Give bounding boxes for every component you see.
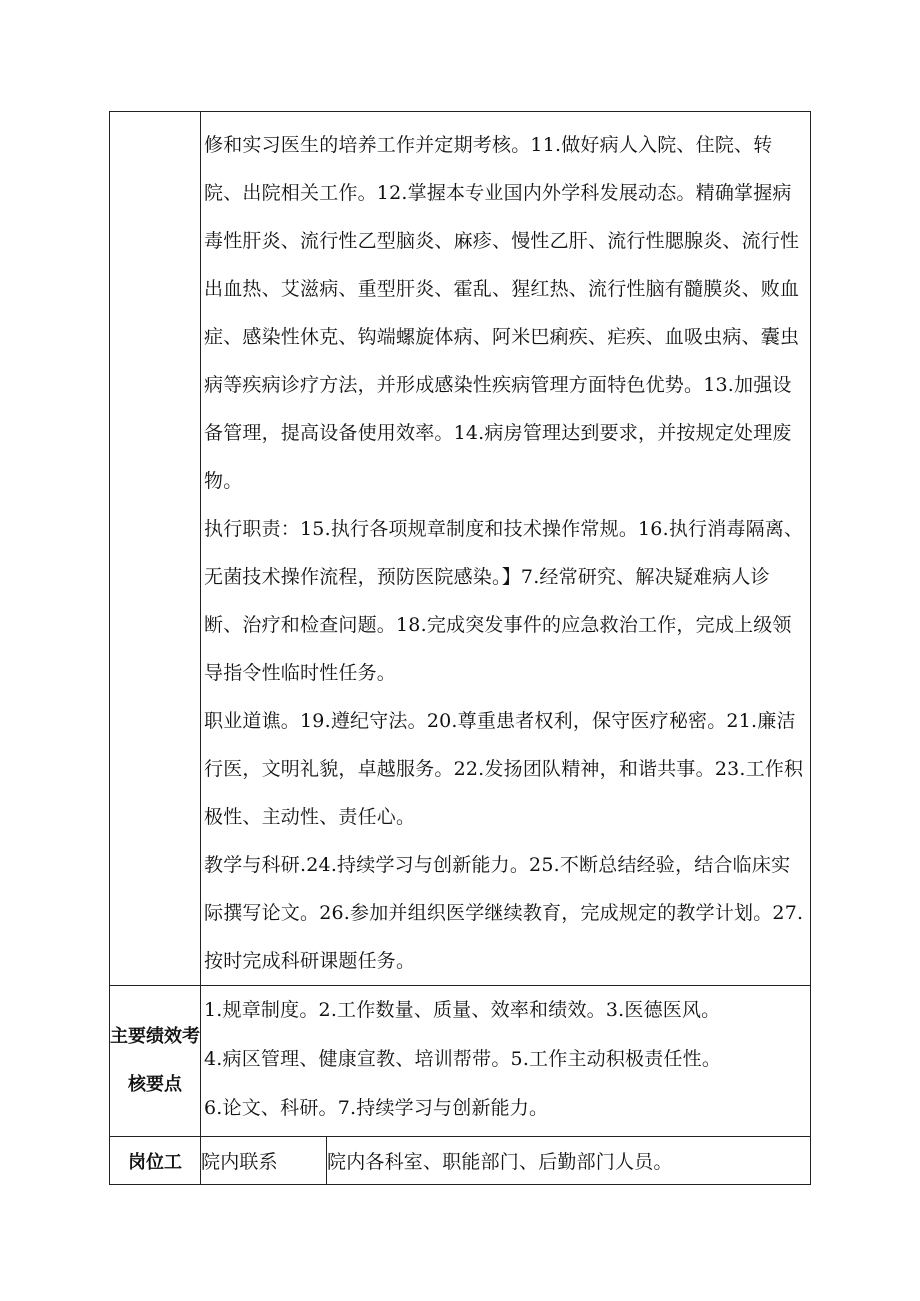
teaching-research-paragraph: 教学与科研.24.持续学习与创新能力。25.不断总结经验，结合临床实际撰写论文。26.参加并组织医学继续教育，完成规定的教学计划。27.按时完成科研课题任务。 bbox=[204, 854, 804, 972]
performance-label: 主要绩效考核要点 bbox=[110, 986, 201, 1137]
job-description-table bbox=[109, 111, 811, 1185]
duties-content-cell bbox=[201, 112, 811, 986]
performance-line-3: 6.论文、科研。7.持续学习与创新能力。 bbox=[204, 1097, 549, 1119]
post-row bbox=[110, 1137, 811, 1185]
performance-content-cell bbox=[201, 986, 811, 1137]
duties-label-cell bbox=[110, 112, 201, 986]
performance-line-1: 1.规章制度。2.工作数量、质量、效率和绩效。3.医德医风。 bbox=[204, 999, 721, 1021]
duties-continued-paragraph: 修和实习医生的培养工作并定期考核。11.做好病人入院、住院、转院、出院相关工作。12.掌握本专业国内外学科发展动态。精确掌握病毒性肝炎、流行性乙型脑炎、麻疹、慢性乙肝、流行性腮腺炎、流行性出血热、艾滋病、重型肝炎、霍乱、猩红热、流行性脑有髓膜炎、败血症、感染性休克、钩端螺旋体病、阿米巴痢疾、疟疾、血吸虫病、囊虫病等疾病诊疗方法，并形成感染性疾病管理方面特色优势。13.加强设备管理，提高设备使用效率。14.病房管理达到要求，并按规定处理废物。 bbox=[204, 134, 800, 492]
contact-value: 院内各科室、职能部门、后勤部门人员。 bbox=[327, 1137, 811, 1185]
professional-ethics-paragraph: 职业道谯。19.遵纪守法。20.尊重患者权利，保守医疗秘密。21.廉洁行医，文明礼貌，卓越服务。22.发扬团队精神，和谐共事。23.工作积极性、主动性、责任心。 bbox=[204, 710, 804, 828]
performance-line-2: 4.病区管理、健康宣教、培训帮带。5.工作主动积极责任性。 bbox=[204, 1048, 722, 1070]
post-label: 岗位工 bbox=[110, 1137, 201, 1185]
execution-duties-paragraph: 执行职责：15.执行各项规章制度和技术操作常规。16.执行消毒隔离、无菌技术操作流程，预防医院感染。】7.经常研究、解决疑难病人诊断、治疗和检查问题。18.完成突发事件的应急救治工作，完成上级领导指令性临时性任务。 bbox=[204, 518, 804, 684]
contact-label: 院内联系 bbox=[201, 1137, 327, 1185]
performance-row bbox=[110, 986, 811, 1137]
duties-row bbox=[110, 112, 811, 986]
